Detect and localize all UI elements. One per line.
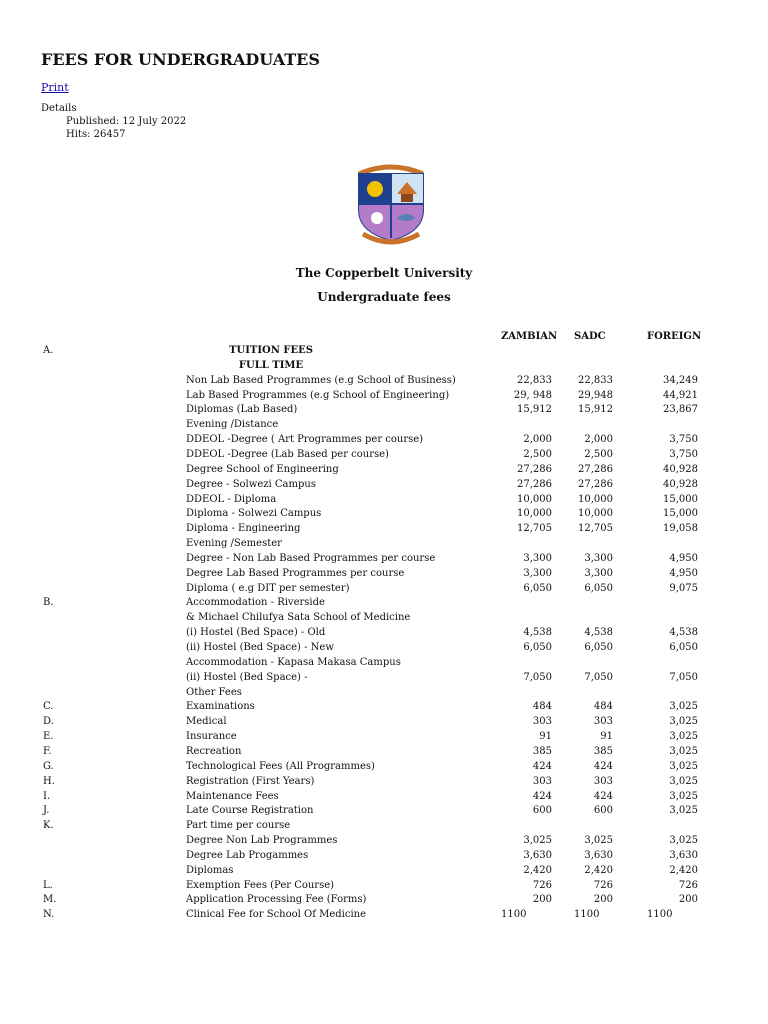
zambian-fee: 385 xyxy=(532,745,552,757)
zambian-fee: 303 xyxy=(532,716,552,728)
foreign-fee: 9,075 xyxy=(669,582,698,594)
foreign-fee: 3,025 xyxy=(669,805,698,817)
row-description: (ii) Hostel (Bed Space) - New xyxy=(186,642,334,653)
row-description: DDEOL -Degree (Lab Based per course) xyxy=(186,448,389,460)
row-letter: N. xyxy=(43,909,55,921)
sadc-fee: 424 xyxy=(593,760,613,772)
column-header-sadc: SADC xyxy=(574,331,606,342)
zambian-fee: 726 xyxy=(532,879,552,891)
print-link[interactable]: Print xyxy=(41,81,69,94)
foreign-fee: 15,000 xyxy=(663,508,698,520)
fee-row xyxy=(0,523,768,538)
zambian-fee: 10,000 xyxy=(517,508,552,520)
fee-row xyxy=(0,835,768,850)
fee-row xyxy=(0,909,768,924)
sadc-fee: 91 xyxy=(600,731,613,743)
zambian-fee: 3,025 xyxy=(523,835,552,847)
row-description: Medical xyxy=(186,716,227,728)
zambian-fee: 12,705 xyxy=(517,523,552,535)
sadc-fee: 2,000 xyxy=(584,434,613,446)
fee-row xyxy=(0,746,768,761)
sadc-fee: 12,705 xyxy=(578,523,613,535)
column-header-foreign: FOREIGN xyxy=(647,331,702,342)
column-header-zambian: ZAMBIAN xyxy=(501,331,558,342)
row-description: Other Fees xyxy=(186,686,242,698)
foreign-fee: 6,050 xyxy=(669,642,698,653)
foreign-fee: 3,025 xyxy=(669,835,698,847)
foreign-fee: 44,921 xyxy=(663,389,698,401)
row-letter: K. xyxy=(43,820,54,832)
row-description: (ii) Hostel (Bed Space) - xyxy=(186,671,308,683)
zambian-fee: 424 xyxy=(532,760,552,772)
fee-row xyxy=(0,434,768,449)
foreign-fee: 7,050 xyxy=(669,671,698,683)
row-description: Evening /Semester xyxy=(186,538,282,550)
row-description: Accommodation - Riverside xyxy=(186,597,325,609)
sadc-fee: 27,286 xyxy=(578,478,613,490)
foreign-fee: 3,750 xyxy=(669,434,698,446)
fee-row xyxy=(0,672,768,687)
sadc-fee: 27,286 xyxy=(578,463,613,475)
sadc-fee: 303 xyxy=(593,775,613,787)
details-label: Details xyxy=(41,103,77,114)
row-description: Evening /Distance xyxy=(186,419,279,431)
sadc-fee: 4,538 xyxy=(584,627,613,639)
sadc-fee: 2,420 xyxy=(584,864,613,876)
fee-row xyxy=(0,494,768,509)
foreign-fee: 3,750 xyxy=(669,448,698,460)
row-description: Insurance xyxy=(186,731,237,743)
row-description: Registration (First Years) xyxy=(186,775,315,787)
fee-row xyxy=(0,894,768,909)
fee-row xyxy=(0,375,768,390)
sadc-fee: 424 xyxy=(593,790,613,802)
sadc-fee: 10,000 xyxy=(578,493,613,505)
row-letter: D. xyxy=(43,716,54,728)
foreign-fee: 3,025 xyxy=(669,745,698,757)
fee-row xyxy=(0,701,768,716)
fee-row xyxy=(0,850,768,865)
row-description: (i) Hostel (Bed Space) - Old xyxy=(186,627,326,639)
fee-row xyxy=(0,508,768,523)
foreign-fee: 3,025 xyxy=(669,716,698,728)
sadc-fee: 303 xyxy=(593,716,613,728)
fee-row xyxy=(0,345,768,360)
sadc-fee: 10,000 xyxy=(578,508,613,520)
foreign-fee: 40,928 xyxy=(663,463,698,475)
fee-row xyxy=(0,538,768,553)
row-letter: C. xyxy=(43,701,54,713)
fee-row xyxy=(0,597,768,612)
sadc-fee: 3,025 xyxy=(584,835,613,847)
row-description: DDEOL -Degree ( Art Programmes per course) xyxy=(186,434,424,446)
row-description: DDEOL - Diploma xyxy=(186,493,277,505)
zambian-fee: 29, 948 xyxy=(513,389,552,401)
row-description: Application Processing Fee (Forms) xyxy=(186,894,367,906)
fee-row xyxy=(0,761,768,776)
row-description: TUITION FEES xyxy=(229,345,313,356)
foreign-fee: 3,025 xyxy=(669,701,698,713)
fee-row xyxy=(0,657,768,672)
row-description: Non Lab Based Programmes (e.g School of Business) xyxy=(186,374,456,386)
row-description: & Michael Chilufya Sata School of Medicine xyxy=(186,612,411,624)
fee-row xyxy=(0,791,768,806)
row-description: Part time per course xyxy=(186,820,291,832)
sadc-fee: 200 xyxy=(593,894,613,906)
row-description: Clinical Fee for School Of Medicine xyxy=(186,909,367,921)
fee-row xyxy=(0,865,768,880)
foreign-fee: 726 xyxy=(678,879,698,891)
zambian-fee: 303 xyxy=(532,775,552,787)
fee-row xyxy=(0,776,768,791)
row-letter: E. xyxy=(43,731,54,743)
zambian-fee: 15,912 xyxy=(517,404,552,416)
fee-row xyxy=(0,479,768,494)
fee-row xyxy=(0,642,768,657)
row-description: Diploma - Solwezi Campus xyxy=(186,508,322,520)
foreign-fee: 4,950 xyxy=(669,567,698,579)
zambian-fee: 2,000 xyxy=(523,434,552,446)
row-description: Degree - Solwezi Campus xyxy=(186,478,316,490)
sadc-fee: 3,630 xyxy=(584,849,613,861)
zambian-fee: 3,300 xyxy=(523,552,552,564)
row-description: Degree - Non Lab Based Programmes per course xyxy=(186,552,436,564)
sadc-fee: 726 xyxy=(593,879,613,891)
fee-row xyxy=(0,805,768,820)
foreign-fee: 2,420 xyxy=(669,864,698,876)
zambian-fee: 6,050 xyxy=(523,582,552,594)
foreign-fee: 19,058 xyxy=(663,523,698,535)
row-letter: M. xyxy=(43,894,57,906)
row-letter: F. xyxy=(43,745,52,757)
university-name: The Copperbelt University xyxy=(295,266,473,280)
row-description: Examinations xyxy=(186,701,255,713)
fee-row xyxy=(0,687,768,702)
sadc-fee: 3,300 xyxy=(584,552,613,564)
row-description: Diploma - Engineering xyxy=(186,523,301,535)
foreign-fee: 200 xyxy=(678,894,698,906)
published-date: Published: 12 July 2022 xyxy=(66,116,187,127)
row-letter: I. xyxy=(43,790,51,802)
zambian-fee: 484 xyxy=(532,701,552,713)
fee-row xyxy=(0,880,768,895)
row-letter: H. xyxy=(43,775,55,787)
zambian-fee: 27,286 xyxy=(517,463,552,475)
row-letter: L. xyxy=(43,879,53,891)
fee-row xyxy=(0,568,768,583)
sadc-fee: 1100 xyxy=(574,909,600,921)
zambian-fee: 600 xyxy=(532,805,552,817)
zambian-fee: 91 xyxy=(539,731,552,743)
hits-count: Hits: 26457 xyxy=(66,129,126,140)
sadc-fee: 6,050 xyxy=(584,582,613,594)
row-description: Technological Fees (All Programmes) xyxy=(186,760,375,772)
fee-row xyxy=(0,820,768,835)
sadc-fee: 3,300 xyxy=(584,567,613,579)
foreign-fee: 34,249 xyxy=(663,374,698,386)
foreign-fee: 3,025 xyxy=(669,760,698,772)
zambian-fee: 2,500 xyxy=(523,448,552,460)
row-description: Lab Based Programmes (e.g School of Engineering) xyxy=(186,389,450,401)
fee-row xyxy=(0,612,768,627)
zambian-fee: 10,000 xyxy=(517,493,552,505)
fee-row xyxy=(0,419,768,434)
row-description: Degree Lab Based Programmes per course xyxy=(186,567,405,579)
row-description: Recreation xyxy=(186,745,242,757)
row-description: Degree Non Lab Programmes xyxy=(186,835,338,847)
sadc-fee: 22,833 xyxy=(578,374,613,386)
row-letter: A. xyxy=(43,345,54,356)
foreign-fee: 40,928 xyxy=(663,478,698,490)
fee-row xyxy=(0,390,768,405)
sadc-fee: 2,500 xyxy=(584,448,613,460)
row-letter: G. xyxy=(43,760,54,772)
zambian-fee: 3,300 xyxy=(523,567,552,579)
row-description: Diploma ( e.g DIT per semester) xyxy=(186,582,350,594)
zambian-fee: 4,538 xyxy=(523,627,552,639)
fee-row xyxy=(0,360,768,375)
fee-row xyxy=(0,731,768,746)
fee-row xyxy=(0,583,768,598)
sadc-fee: 7,050 xyxy=(584,671,613,683)
foreign-fee: 23,867 xyxy=(663,404,698,416)
zambian-fee: 3,630 xyxy=(523,849,552,861)
foreign-fee: 4,538 xyxy=(669,627,698,639)
row-description: Diplomas (Lab Based) xyxy=(186,404,298,416)
zambian-fee: 7,050 xyxy=(523,671,552,683)
fee-row xyxy=(0,553,768,568)
foreign-fee: 3,025 xyxy=(669,775,698,787)
fees-subtitle: Undergraduate fees xyxy=(317,290,451,304)
foreign-fee: 4,950 xyxy=(669,552,698,564)
foreign-fee: 15,000 xyxy=(663,493,698,505)
row-description: Degree School of Engineering xyxy=(186,463,339,475)
sadc-fee: 484 xyxy=(593,701,613,713)
row-description: FULL TIME xyxy=(238,359,304,371)
sadc-fee: 6,050 xyxy=(584,642,613,653)
row-description: Degree Lab Progammes xyxy=(186,849,309,861)
zambian-fee: 1100 xyxy=(501,909,527,921)
row-description: Diplomas xyxy=(186,864,234,876)
fee-row xyxy=(0,716,768,731)
fee-row xyxy=(0,627,768,642)
sadc-fee: 29,948 xyxy=(578,389,613,401)
row-letter: J. xyxy=(43,805,50,817)
row-description: Maintenance Fees xyxy=(186,790,279,802)
zambian-fee: 2,420 xyxy=(523,864,552,876)
sadc-fee: 15,912 xyxy=(578,404,613,416)
row-letter: B. xyxy=(43,597,54,609)
fee-row xyxy=(0,404,768,419)
university-crest-icon xyxy=(349,160,433,246)
sadc-fee: 385 xyxy=(593,745,613,757)
zambian-fee: 424 xyxy=(532,790,552,802)
page-title: FEES FOR UNDERGRADUATES xyxy=(41,50,320,69)
zambian-fee: 6,050 xyxy=(523,642,552,653)
foreign-fee: 1100 xyxy=(647,909,673,921)
zambian-fee: 22,833 xyxy=(517,374,552,386)
row-description: Late Course Registration xyxy=(186,805,314,817)
row-description: Accommodation - Kapasa Makasa Campus xyxy=(186,656,401,668)
zambian-fee: 200 xyxy=(532,894,552,906)
foreign-fee: 3,025 xyxy=(669,790,698,802)
foreign-fee: 3,630 xyxy=(669,849,698,861)
row-description: Exemption Fees (Per Course) xyxy=(186,879,335,891)
sadc-fee: 600 xyxy=(593,805,613,817)
foreign-fee: 3,025 xyxy=(669,731,698,743)
fee-row xyxy=(0,449,768,464)
zambian-fee: 27,286 xyxy=(517,478,552,490)
fee-row xyxy=(0,464,768,479)
